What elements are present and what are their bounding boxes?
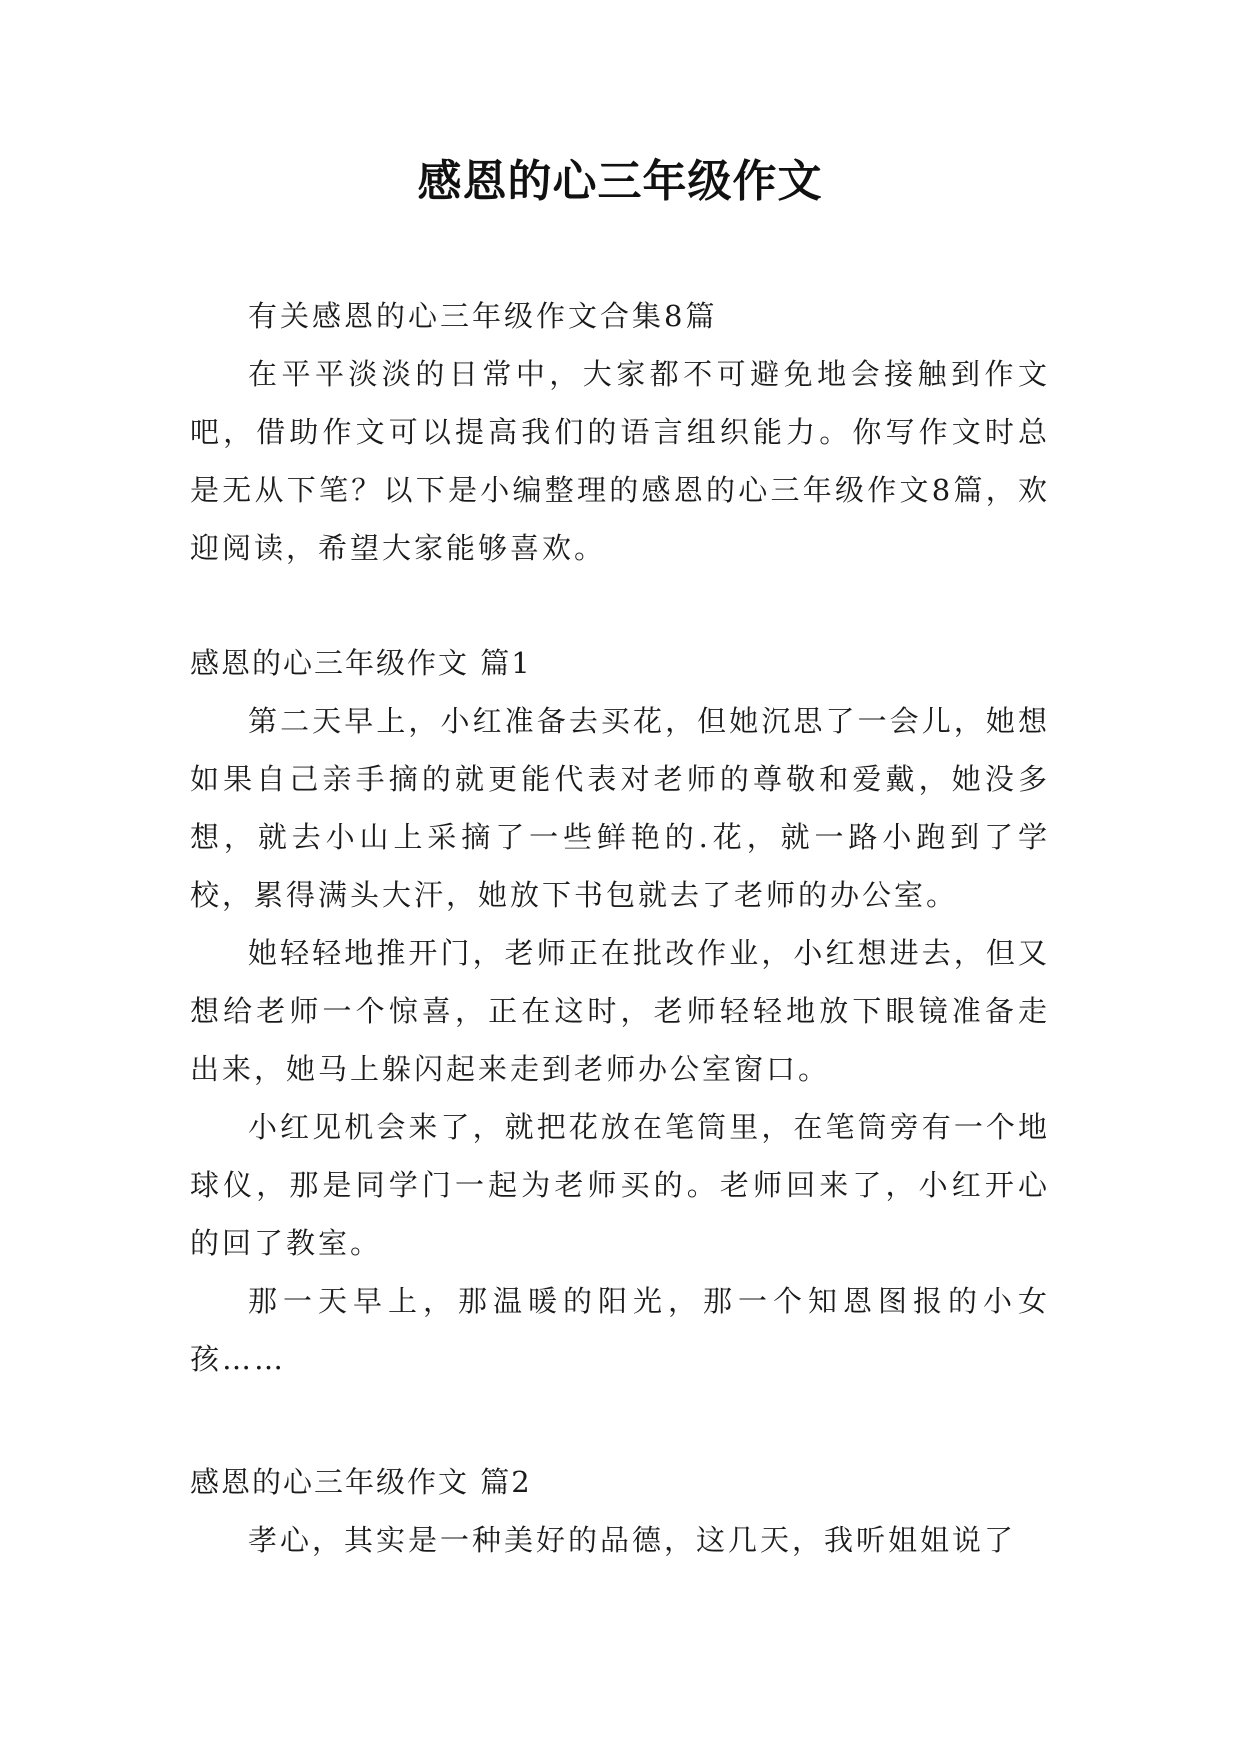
document-title: 感恩的心三年级作文 [417,156,823,207]
intro-paragraph: 在平平淡淡的日常中，大家都不可避免地会接触到作文吧，借助作文可以提高我们的语言组织能力。你写作文时总是无从下笔？以下是小编整理的感恩的心三年级作文8篇，欢迎阅读，希望大家能够喜欢。 [190,357,1050,565]
section-heading: 感恩的心三年级作文 篇2 [190,1465,532,1499]
section-2 [190,1453,1050,1569]
section-heading: 感恩的心三年级作文 篇1 [190,646,532,680]
section-paragraph: 孝心，其实是一种美好的品德，这几天，我听姐姐说了 [248,1523,1017,1557]
section-1 [190,634,1050,1388]
intro-block [190,287,1050,577]
intro-subtitle: 有关感恩的心三年级作文合集8篇 [248,299,718,333]
section-paragraph: 第二天早上，小红准备去买花，但她沉思了一会儿，她想如果自己亲手摘的就更能代表对老师的尊敬和爱戴，她没多想，就去小山上采摘了一些鲜艳的.花，就一路小跑到了学校，累得满头大汗，她放下书包就去了老师的办公室。 [190,704,1050,912]
section-paragraph: 小红见机会来了，就把花放在笔筒里，在笔筒旁有一个地球仪，那是同学门一起为老师买的。老师回来了，小红开心的回了教室。 [190,1110,1050,1260]
section-paragraph: 那一天早上，那温暖的阳光，那一个知恩图报的小女孩…… [190,1284,1050,1376]
section-paragraph: 她轻轻地推开门，老师正在批改作业，小红想进去，但又想给老师一个惊喜，正在这时，老师轻轻地放下眼镜准备走出来，她马上躲闪起来走到老师办公室窗口。 [190,936,1050,1086]
